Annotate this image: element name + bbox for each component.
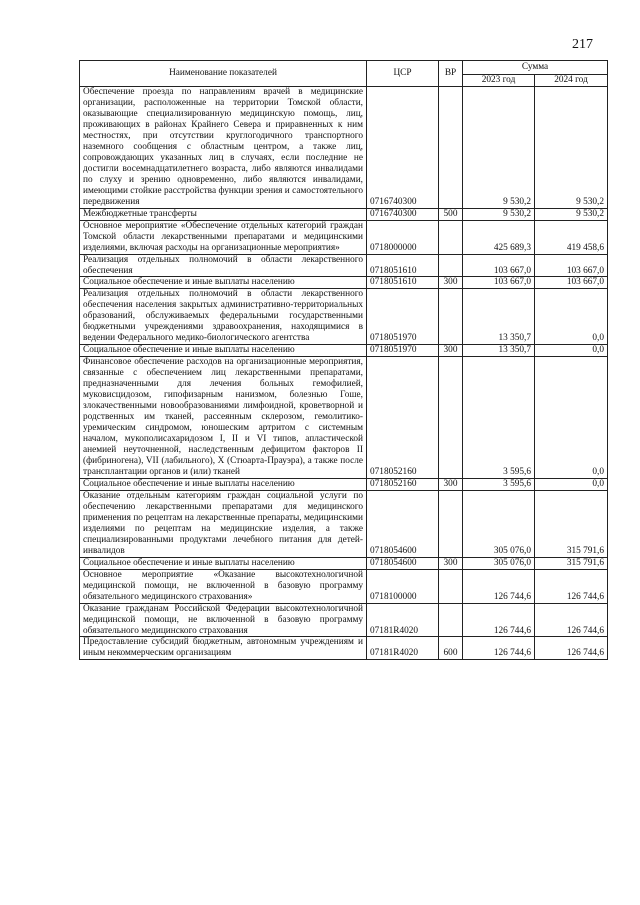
header-vr: ВР: [439, 61, 463, 87]
row-vr: [439, 289, 463, 345]
row-sum-2024: 0,0: [535, 289, 608, 345]
row-vr: [439, 87, 463, 209]
row-name: Социальное обеспечение и иные выплаты населению: [80, 557, 367, 569]
row-sum-2023: 126 744,6: [463, 603, 535, 637]
row-csr: 0718052160: [367, 357, 439, 479]
row-vr: 500: [439, 208, 463, 220]
row-name: Финансовое обеспечение расходов на организационные мероприятия, связанные с обеспечением лиц лекарственными препаратами, предназначенными для лечения больных гемофилией, муковисцидозом, гипофизарным нанизмом, болезнью Гоше, злокачественными новообразованиями лимфоидной, кроветворной и родственных им тканей, рассеянным склерозом, гемолитико-уремическим синдромом, юношеским артритом с системным началом, мукополисахаридозом I, II и VI типов, апластической анемией неуточненной, наследственным дефицитом факторов II (фибриногена), VII (лабильного), X (Стюарта-Прауэра), а также после трансплантации органов и (или) тканей: [80, 357, 367, 479]
row-csr: 0716740300: [367, 208, 439, 220]
table-row: [80, 254, 608, 277]
row-sum-2024: 0,0: [535, 357, 608, 479]
row-vr: 300: [439, 345, 463, 357]
row-vr: [439, 603, 463, 637]
row-sum-2024: 126 744,6: [535, 637, 608, 660]
row-vr: 300: [439, 557, 463, 569]
table-row: [80, 357, 608, 479]
header-year-2024: 2024 год: [535, 75, 608, 87]
row-name: Основное мероприятие «Оказание высокотехнологичной медицинской помощи, не включенной в базовую программу обязательного медицинского страхования»: [80, 569, 367, 603]
row-sum-2023: 13 350,7: [463, 289, 535, 345]
row-csr: 0718051610: [367, 277, 439, 289]
row-csr: 0718052160: [367, 478, 439, 490]
page-number: 217: [572, 37, 593, 52]
row-sum-2023: 126 744,6: [463, 637, 535, 660]
row-csr: 0718000000: [367, 220, 439, 254]
row-name: Оказание гражданам Российской Федерации высокотехнологичной медицинской помощи, не включенной в базовую программу обязательного медицинского страхования: [80, 603, 367, 637]
row-sum-2023: 13 350,7: [463, 345, 535, 357]
table-row: [80, 345, 608, 357]
row-sum-2023: 103 667,0: [463, 254, 535, 277]
row-name: Социальное обеспечение и иные выплаты населению: [80, 478, 367, 490]
row-sum-2024: 103 667,0: [535, 277, 608, 289]
header-year-2023: 2023 год: [463, 75, 535, 87]
row-vr: 300: [439, 277, 463, 289]
row-csr: 07181R4020: [367, 637, 439, 660]
row-sum-2023: 9 530,2: [463, 87, 535, 209]
header-sum: Сумма: [463, 61, 608, 75]
row-sum-2023: 305 076,0: [463, 557, 535, 569]
row-sum-2023: 3 595,6: [463, 357, 535, 479]
row-csr: 0718051970: [367, 289, 439, 345]
row-sum-2023: 3 595,6: [463, 478, 535, 490]
table-row: [80, 289, 608, 345]
row-csr: 0718054600: [367, 490, 439, 557]
row-name: Социальное обеспечение и иные выплаты населению: [80, 345, 367, 357]
row-name: Социальное обеспечение и иные выплаты населению: [80, 277, 367, 289]
row-name: Реализация отдельных полномочий в области лекарственного обеспечения населения закрытых административно-территориальных образований, обслуживаемых федеральными государственными бюджетными учреждениями здравоохранения, находящимися в ведении Федерального медико-биологического агентства: [80, 289, 367, 345]
row-vr: [439, 357, 463, 479]
row-csr: 0718100000: [367, 569, 439, 603]
row-sum-2024: 9 530,2: [535, 87, 608, 209]
row-vr: [439, 254, 463, 277]
row-sum-2023: 425 689,3: [463, 220, 535, 254]
row-name: Межбюджетные трансферты: [80, 208, 367, 220]
row-vr: [439, 490, 463, 557]
row-csr: 0716740300: [367, 87, 439, 209]
row-vr: 300: [439, 478, 463, 490]
row-name: Основное мероприятие «Обеспечение отдельных категорий граждан Томской области лекарственными препаратами и медицинскими изделиями, включая расходы на организационные мероприятия»: [80, 220, 367, 254]
row-csr: 0718051610: [367, 254, 439, 277]
table-row: [80, 490, 608, 557]
row-sum-2023: 9 530,2: [463, 208, 535, 220]
table-row: [80, 569, 608, 603]
row-name: Обеспечение проезда по направлениям врачей в медицинские организации, расположенные на территории Томской области, оказывающие специализированную медицинскую помощь, лиц, проживающих в районах Крайнего Севера и приравненных к ним местностях, при отсутствии круглогодичного транспортного наземного сообщения с областным центром, а также лиц, сопровождающих указанных лиц в случаях, если последние не достигли восемнадцатилетнего возраста, либо являются инвалидами по слуху и зрению одновременно, либо являются инвалидами, имеющими стойкие расстройства функции зрения и самостоятельного передвижения: [80, 87, 367, 209]
row-vr: 600: [439, 637, 463, 660]
table-row: [80, 208, 608, 220]
row-csr: 0718054600: [367, 557, 439, 569]
row-sum-2024: 0,0: [535, 345, 608, 357]
row-vr: [439, 569, 463, 603]
table-row: [80, 557, 608, 569]
table-row: [80, 277, 608, 289]
row-sum-2023: 305 076,0: [463, 490, 535, 557]
row-sum-2024: 315 791,6: [535, 490, 608, 557]
table-row: [80, 478, 608, 490]
row-csr: 07181R4020: [367, 603, 439, 637]
row-name: Реализация отдельных полномочий в области лекарственного обеспечения: [80, 254, 367, 277]
row-sum-2024: 126 744,6: [535, 603, 608, 637]
row-sum-2024: 126 744,6: [535, 569, 608, 603]
row-sum-2024: 315 791,6: [535, 557, 608, 569]
row-name: Оказание отдельным категориям граждан социальной услуги по обеспечению лекарственными препаратами для медицинского применения по рецептам на лекарственные препараты, медицинскими изделиями по рецептам на медицинские изделия, а также специализированными продуктами лечебного питания для детей-инвалидов: [80, 490, 367, 557]
row-csr: 0718051970: [367, 345, 439, 357]
row-name: Предоставление субсидий бюджетным, автономным учреждениям и иным некоммерческим организациям: [80, 637, 367, 660]
table-row: [80, 87, 608, 209]
row-sum-2023: 126 744,6: [463, 569, 535, 603]
header-name: Наименование показателей: [80, 61, 367, 87]
row-sum-2023: 103 667,0: [463, 277, 535, 289]
row-vr: [439, 220, 463, 254]
table-row: [80, 220, 608, 254]
row-sum-2024: 103 667,0: [535, 254, 608, 277]
row-sum-2024: 9 530,2: [535, 208, 608, 220]
table-row: [80, 637, 608, 660]
row-sum-2024: 0,0: [535, 478, 608, 490]
header-csr: ЦСР: [367, 61, 439, 87]
budget-table: [79, 60, 608, 660]
table-row: [80, 603, 608, 637]
row-sum-2024: 419 458,6: [535, 220, 608, 254]
